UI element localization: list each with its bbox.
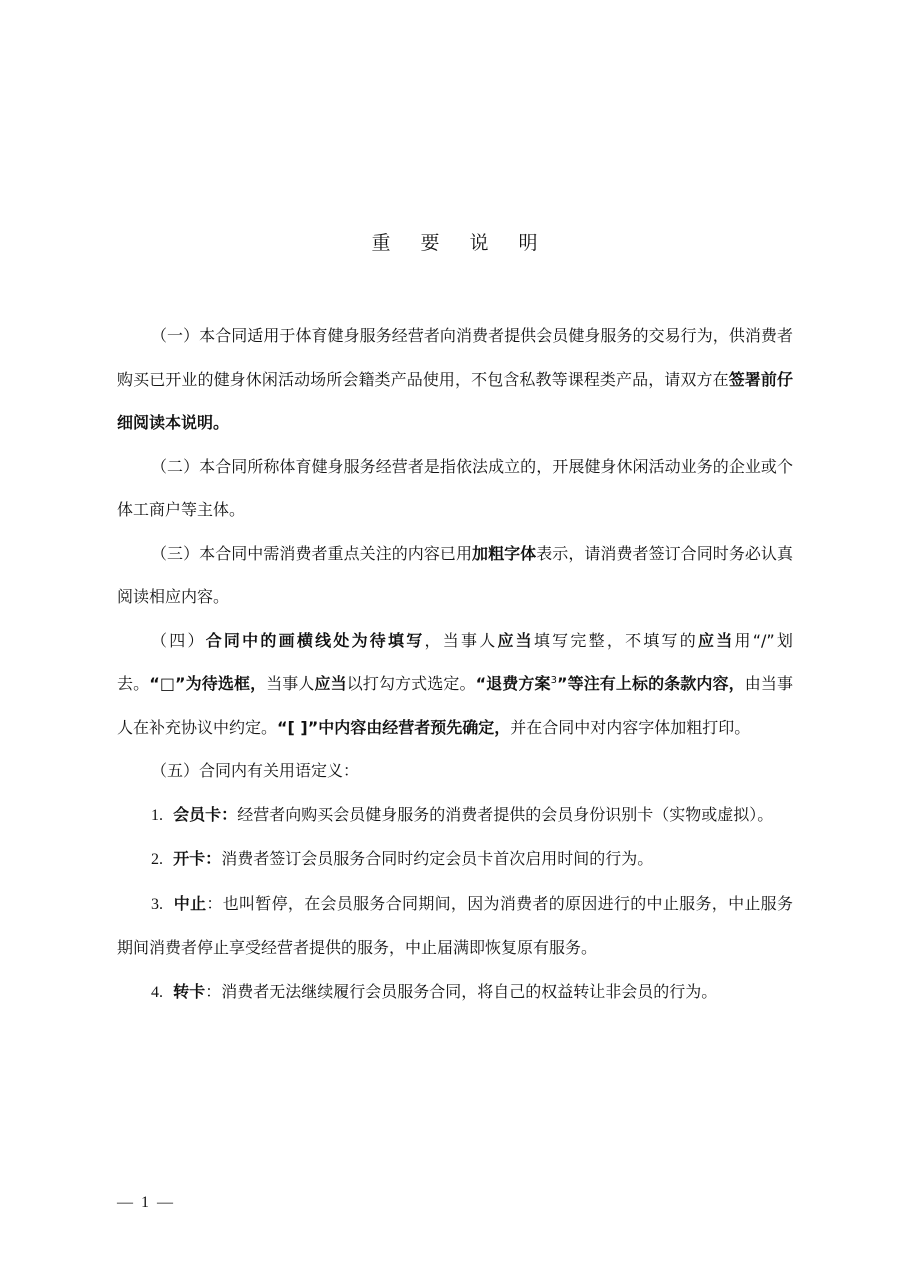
p4-bold: “退费方案 bbox=[475, 674, 551, 693]
paragraph-5: （五）合同内有关用语定义： bbox=[151, 761, 360, 780]
definition-number: 4. bbox=[151, 983, 163, 1001]
paragraph-3 bbox=[117, 532, 793, 619]
definition-text: ：也叫暂停，在会员服务合同期间，因为消费者的原因进行的中止服务，中止服务期间消费者停止享受经营者提供的服务，中止届满即恢复原有服务。 bbox=[117, 893, 793, 957]
definition-text: ：消费者无法继续履行会员服务合同，将自己的权益转让非会员的行为。 bbox=[205, 981, 718, 1001]
definition-item bbox=[117, 793, 793, 838]
definition-text: 经营者向购买会员健身服务的消费者提供的会员身份识别卡（实物或虚拟）。 bbox=[237, 804, 774, 824]
p4-seg: 并在合同中对内容字体加粗打印。 bbox=[510, 717, 751, 737]
definition-item bbox=[117, 970, 793, 1015]
p4-bold: “[ ]”中内容由经营者预先确定， bbox=[277, 717, 511, 737]
p4-bold: 应当 bbox=[314, 674, 347, 693]
paragraph-4 bbox=[117, 619, 793, 750]
definition-number: 1. bbox=[151, 806, 163, 824]
p4-seg: 用“/”划去。 bbox=[117, 630, 793, 693]
p4-seg: （四） bbox=[151, 630, 206, 650]
definition-term: 会员卡： bbox=[173, 804, 238, 824]
paragraph-3-text-c: 表示，请消费者签订合同时务必认真阅读相应内容。 bbox=[117, 543, 793, 606]
p4-seg: 以打勾方式选定。 bbox=[346, 674, 476, 693]
p4-bold: 应当 bbox=[497, 630, 534, 650]
definition-item bbox=[117, 882, 793, 970]
definition-item bbox=[117, 837, 793, 882]
paragraph-3-text-a: （三）本合同中需消费者重点关注的内容已用 bbox=[151, 543, 473, 563]
definition-term: 中止 bbox=[173, 893, 207, 913]
paragraph-3-bold: 加粗字体 bbox=[472, 543, 537, 563]
page-title: 重 要 说 明 bbox=[371, 232, 550, 254]
definition-number: 3. bbox=[151, 895, 163, 913]
paragraph-1-bold: 签署前仔细阅读本说明。 bbox=[117, 369, 793, 432]
p4-seg: ，当事人 bbox=[424, 630, 498, 650]
paragraph-1-text: （一）本合同适用于体育健身服务经营者向消费者提供会员健身服务的交易行为，供消费者购买已开业的健身休闲活动场所会籍类产品使用，不包含私教等课程类产品，请双方在 bbox=[117, 326, 793, 389]
document-body bbox=[117, 314, 793, 1014]
p4-bold: 合同中的画横线处为待填写 bbox=[205, 630, 425, 650]
definition-text: 消费者签订会员服务合同时约定会员卡首次启用时间的行为。 bbox=[221, 849, 654, 868]
p4-seg: 当事人 bbox=[266, 674, 315, 693]
definition-term: 开卡： bbox=[173, 849, 222, 868]
p4-seg: 由当事人在补充协议中约定。 bbox=[117, 674, 793, 737]
definition-number: 2. bbox=[151, 851, 163, 868]
p4-bold: “□”为待选框， bbox=[149, 674, 267, 693]
definition-term: 转卡 bbox=[173, 981, 206, 1001]
page-number: — 1 — bbox=[117, 1194, 175, 1211]
p4-bold: 应当 bbox=[698, 630, 735, 650]
p4-superscript: 3 bbox=[550, 675, 557, 686]
paragraph-1 bbox=[117, 314, 793, 445]
p4-bold: ”等注有上标的条款内容， bbox=[556, 674, 745, 693]
p4-seg: 填写完整，不填写的 bbox=[533, 630, 699, 650]
paragraph-2: （二）本合同所称体育健身服务经营者是指依法成立的，开展健身休闲活动业务的企业或个体工商户等主体。 bbox=[117, 456, 793, 519]
